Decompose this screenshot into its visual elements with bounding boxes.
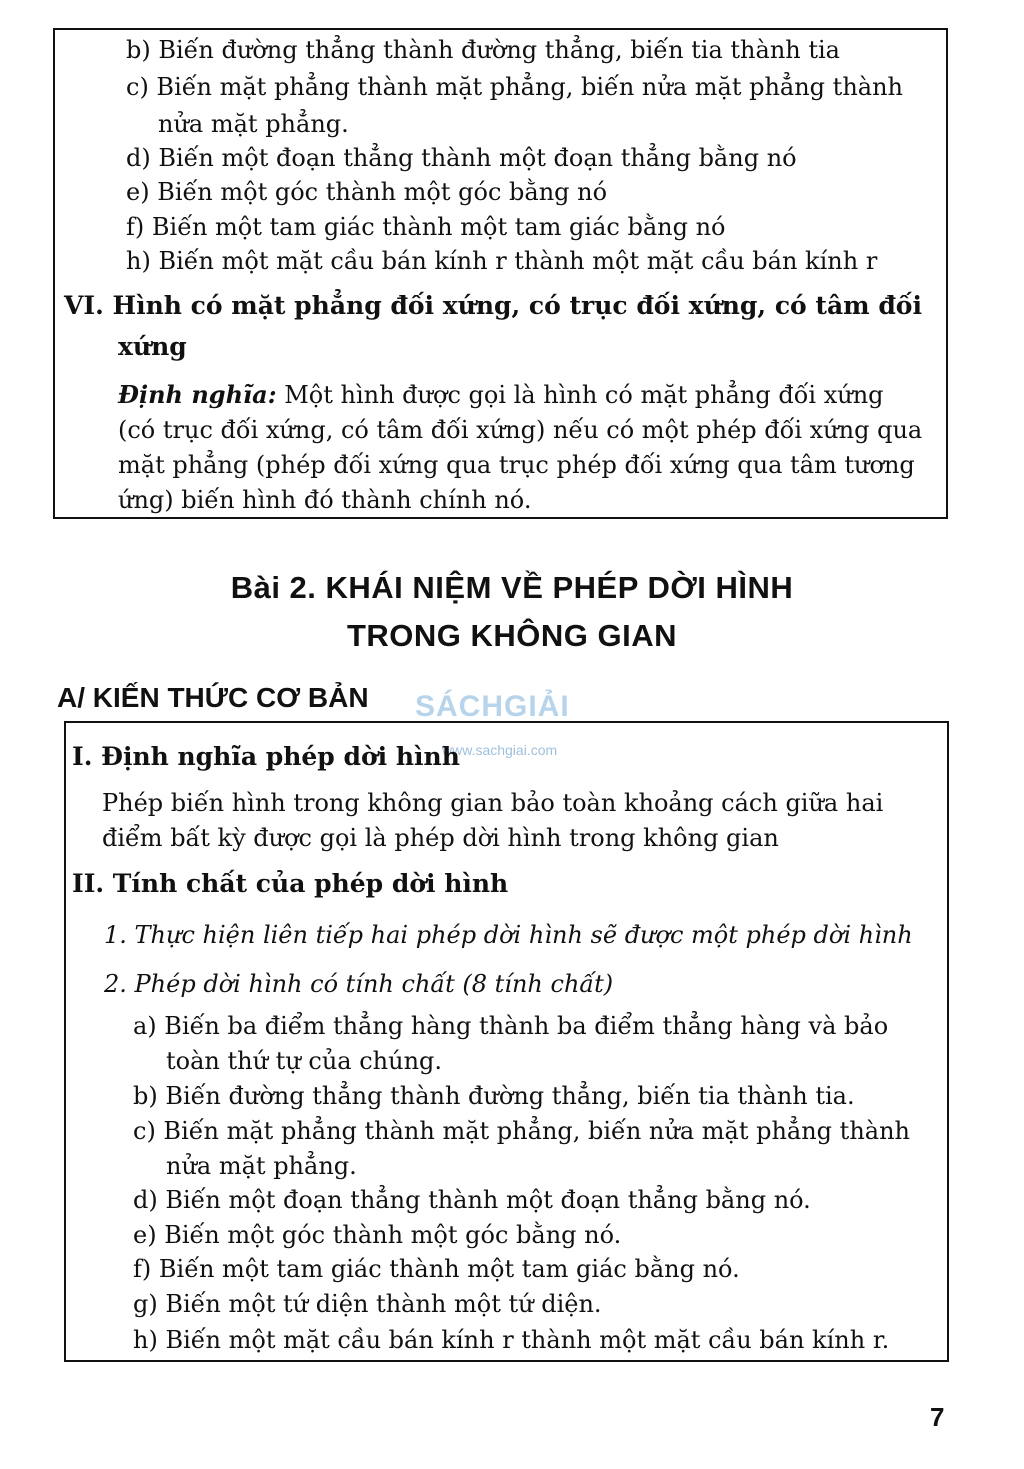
box1-item-e: e) Biến một góc thành một góc bằng nó xyxy=(126,178,608,206)
box1-item-d: d) Biến một đoạn thẳng thành một đoạn thẳng bằng nó xyxy=(126,144,797,172)
box2-item-c-line1: c) Biến mặt phẳng thành mặt phẳng, biến nửa mặt phẳng thành xyxy=(133,1117,910,1145)
definition-label: Định nghĩa: xyxy=(118,380,277,409)
box1-item-h: h) Biến một mặt cầu bán kính r thành một mặt cầu bán kính r xyxy=(126,247,878,275)
symmetry-definition-line2: (có trục đối xứng, có tâm đối xứng) nếu có một phép đối xứng qua xyxy=(118,416,923,444)
symmetry-definition-line3: mặt phẳng (phép đối xứng qua trục phép đối xứng qua tâm tương xyxy=(118,451,915,479)
lesson-title-line1: Bài 2. KHÁI NIỆM VỀ PHÉP DỜI HÌNH xyxy=(230,570,794,605)
watermark-url: www.sachgiai.com xyxy=(442,742,558,758)
symmetry-definition-line1 xyxy=(118,380,884,410)
watermark-brand: SÁCHGIẢI xyxy=(415,690,570,723)
box2-item-d: d) Biến một đoạn thẳng thành một đoạn thẳng bằng nó. xyxy=(133,1186,811,1214)
box2-item-e: e) Biến một góc thành một góc bằng nó. xyxy=(133,1221,622,1249)
box2-item-f: f) Biến một tam giác thành một tam giác bằng nó. xyxy=(133,1255,740,1283)
heading-i: I. Định nghĩa phép dời hình xyxy=(72,742,460,771)
section-vi-heading-line2: xứng xyxy=(118,332,187,361)
page-number: 7 xyxy=(930,1402,945,1432)
box1-item-b: b) Biến đường thẳng thành đường thẳng, biến tia thành tia xyxy=(126,36,840,64)
box1-item-c-line1: c) Biến mặt phẳng thành mặt phẳng, biến nửa mặt phẳng thành xyxy=(126,73,903,101)
section-vi-heading-line1: VI. Hình có mặt phẳng đối xứng, có trục đối xứng, có tâm đối xyxy=(64,291,922,320)
property-1: 1. Thực hiện liên tiếp hai phép dời hình sẽ được một phép dời hình xyxy=(104,921,913,949)
box1-item-c-line2: nửa mặt phẳng. xyxy=(158,110,349,138)
box2-item-a-line2: toàn thứ tự của chúng. xyxy=(166,1047,443,1075)
section-a-heading: A/ KIẾN THỨC CƠ BẢN xyxy=(57,682,369,713)
lesson-title-line2: TRONG KHÔNG GIAN xyxy=(346,618,678,653)
definition-text: Một hình được gọi là hình có mặt phẳng đối xứng xyxy=(284,381,884,409)
box1-item-f: f) Biến một tam giác thành một tam giác bằng nó xyxy=(126,213,726,241)
box2-item-c-line2: nửa mặt phẳng. xyxy=(166,1152,357,1180)
box2-item-g: g) Biến một tứ diện thành một tứ diện. xyxy=(133,1290,602,1318)
heading-ii: II. Tính chất của phép dời hình xyxy=(72,869,509,898)
box2-item-h: h) Biến một mặt cầu bán kính r thành một mặt cầu bán kính r. xyxy=(133,1326,890,1354)
property-2: 2. Phép dời hình có tính chất (8 tính chất) xyxy=(104,970,614,998)
isometry-definition-line1: Phép biến hình trong không gian bảo toàn khoảng cách giữa hai xyxy=(102,789,884,817)
symmetry-definition-line4: ứng) biến hình đó thành chính nó. xyxy=(118,486,532,514)
box2-item-b: b) Biến đường thẳng thành đường thẳng, biến tia thành tia. xyxy=(133,1082,855,1110)
box2-item-a-line1: a) Biến ba điểm thẳng hàng thành ba điểm thẳng hàng và bảo xyxy=(133,1012,889,1040)
isometry-definition-line2: điểm bất kỳ được gọi là phép dời hình trong không gian xyxy=(102,824,779,852)
